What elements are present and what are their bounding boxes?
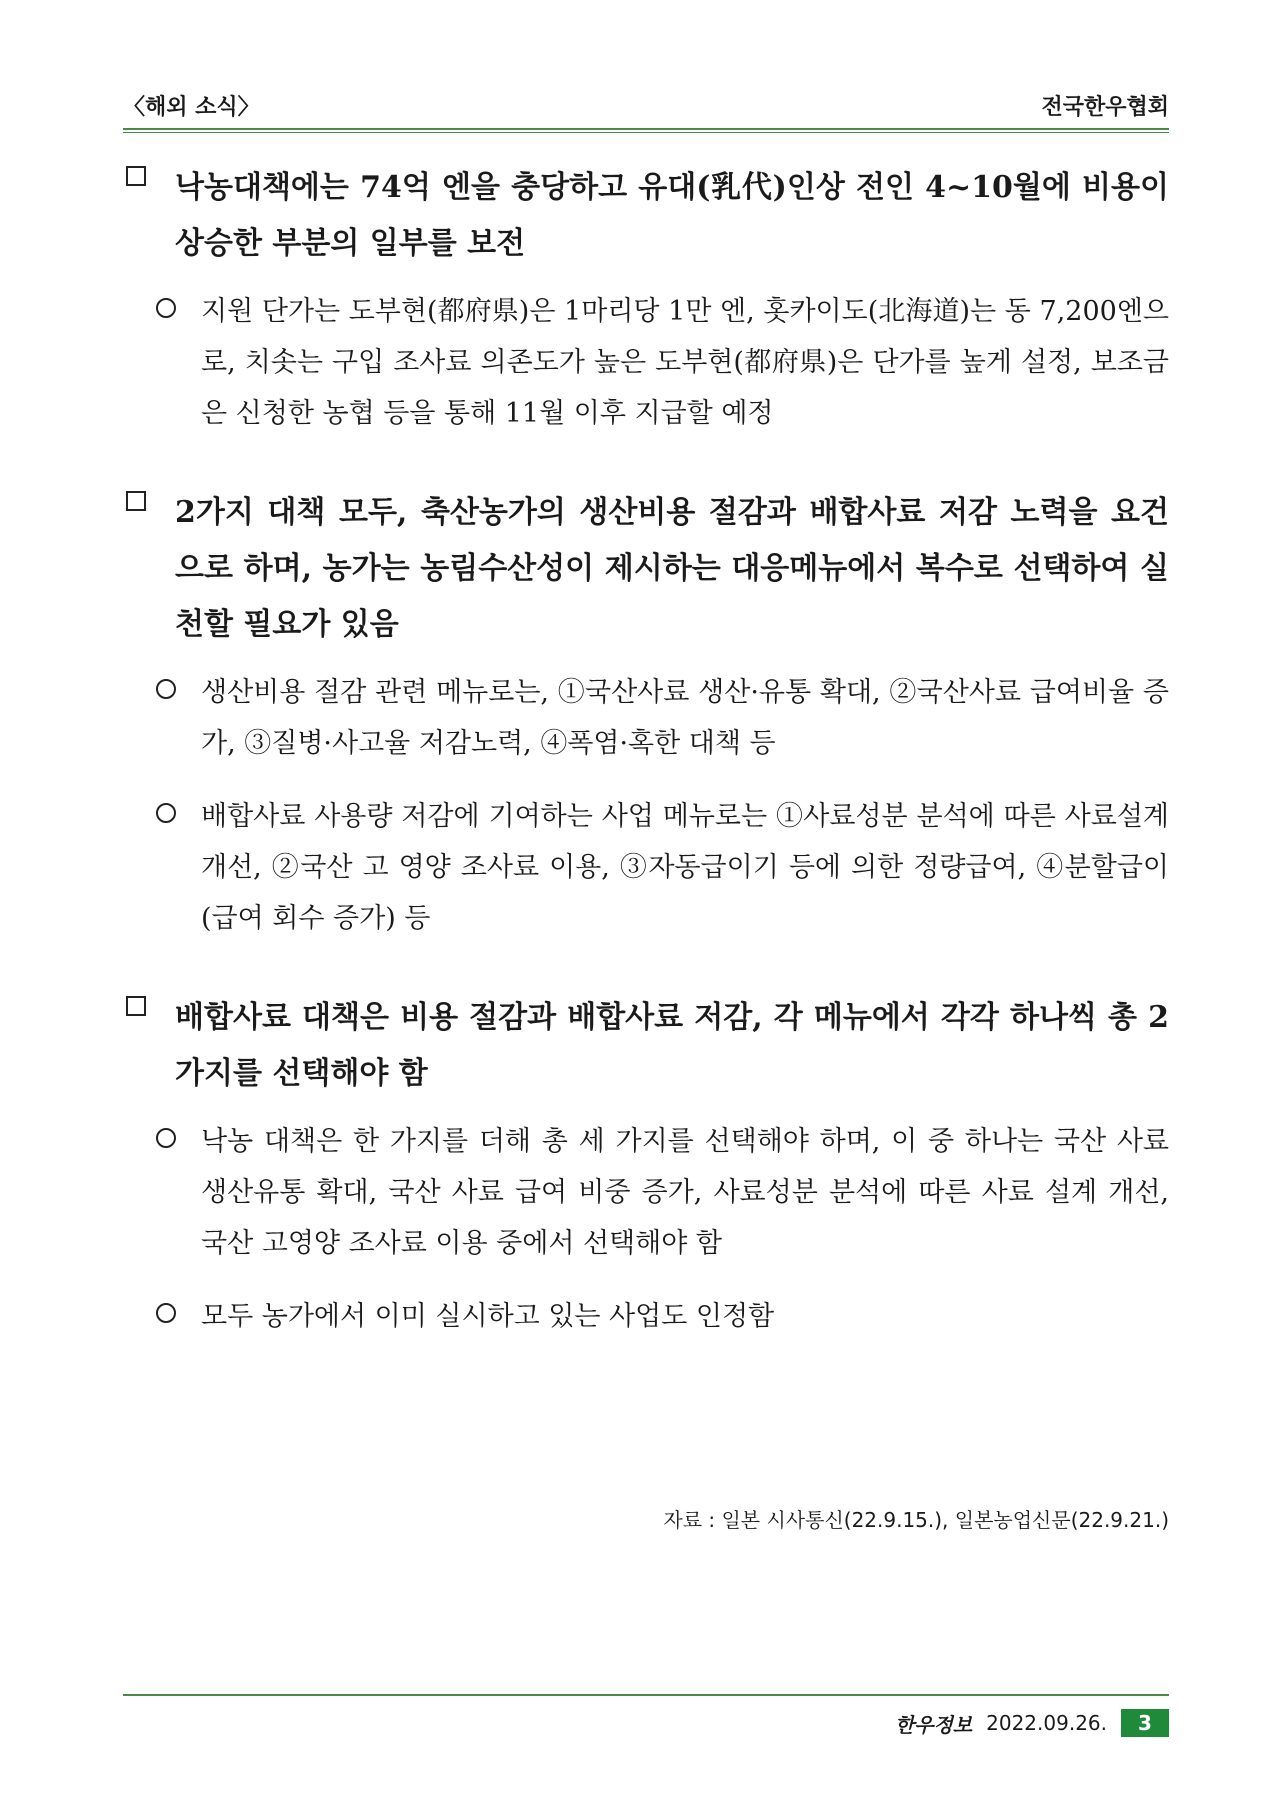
list-item <box>123 1116 1169 1269</box>
section-heading <box>123 990 1169 1102</box>
circle-bullet-icon <box>156 679 176 699</box>
circle-bullet-icon <box>156 1128 176 1148</box>
source-citation: 자료 : 일본 시사통신(22.9.15.), 일본농업신문(22.9.21.) <box>663 1508 1169 1532</box>
circle-bullet-icon <box>156 298 176 318</box>
list-item <box>123 667 1169 769</box>
document-body <box>123 160 1169 1364</box>
footer-rule <box>123 1694 1169 1696</box>
page-footer <box>895 1708 1169 1738</box>
heading-text: 낙농대책에는 74억 엔을 충당하고 유대(乳代)인상 전인 4~10월에 비용이 상승한 부분의 일부를 보전 <box>175 170 1169 261</box>
section-heading <box>123 485 1169 653</box>
square-bullet-icon <box>126 996 146 1016</box>
header-rule <box>123 128 1169 133</box>
item-text: 낙농 대책은 한 가지를 더해 총 세 가지를 선택해야 하며, 이 중 하나는 국산 사료 생산유통 확대, 국산 사료 급여 비중 증가, 사료성분 분석에 따른 사료 설계 개선, 국산 고영양 조사료 이용 중에서 선택해야 함 <box>201 1126 1169 1259</box>
heading-text: 2가지 대책 모두, 축산농가의 생산비용 절감과 배합사료 저감 노력을 요건으로 하며, 농가는 농림수산성이 제시하는 대응메뉴에서 복수로 선택하여 실천할 필요가 있음 <box>175 495 1169 642</box>
circle-bullet-icon <box>156 1303 176 1323</box>
item-text: 생산비용 절감 관련 메뉴로는, ①국산사료 생산·유통 확대, ②국산사료 급여비율 증가, ③질병·사고율 저감노력, ④폭염·혹한 대책 등 <box>201 677 1169 759</box>
publication-name: 한우정보 <box>894 1712 973 1737</box>
list-item <box>123 1291 1169 1342</box>
heading-text: 배합사료 대책은 비용 절감과 배합사료 저감, 각 메뉴에서 각각 하나씩 총 2가지를 선택해야 함 <box>175 1000 1169 1091</box>
page-header <box>123 86 1169 122</box>
list-item <box>123 286 1169 439</box>
section-heading <box>123 160 1169 272</box>
item-text: 지원 단가는 도부현(都府県)은 1마리당 1만 엔, 홋카이도(北海道)는 동 7,200엔으로, 치솟는 구입 조사료 의존도가 높은 도부현(都府県)은 단가를 높게 설정, 보조금은 신청한 농협 등을 통해 11월 이후 지급할 예정 <box>201 296 1169 429</box>
organization-name: 전국한우협회 <box>1041 95 1169 120</box>
item-text: 모두 농가에서 이미 실시하고 있는 사업도 인정함 <box>201 1301 775 1332</box>
page-number: 3 <box>1121 1709 1169 1737</box>
item-text: 배합사료 사용량 저감에 기여하는 사업 메뉴로는 ①사료성분 분석에 따른 사료설계 개선, ②국산 고 영양 조사료 이용, ③자동급이기 등에 의한 정량급여, ④분할급이(급여 회수 증가) 등 <box>201 801 1169 934</box>
square-bullet-icon <box>126 491 146 511</box>
section-label: 〈해외 소식〉 <box>123 95 260 120</box>
circle-bullet-icon <box>156 803 176 823</box>
square-bullet-icon <box>126 166 146 186</box>
publication-date: 2022.09.26. <box>986 1711 1107 1735</box>
list-item <box>123 791 1169 944</box>
